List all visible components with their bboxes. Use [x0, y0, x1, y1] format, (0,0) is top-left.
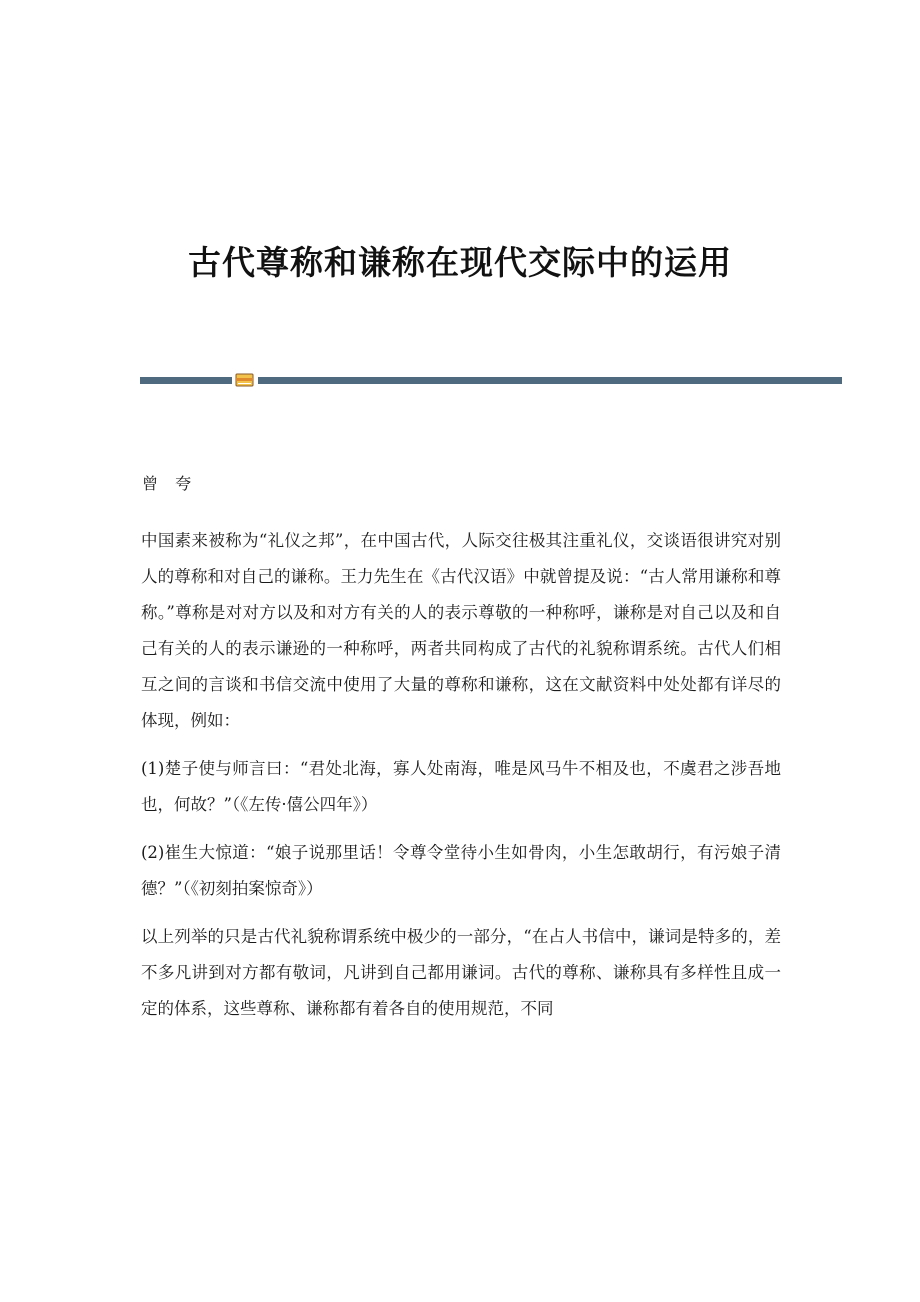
article-body	[141, 523, 781, 1039]
divider-bar-right	[258, 377, 842, 384]
divider-bar-left	[140, 377, 232, 384]
author-name: 曾 夸	[142, 474, 198, 493]
folded-paper-icon	[235, 373, 254, 387]
paragraph-example-1: (1)楚子使与师言曰：“君处北海，寡人处南海，唯是风马牛不相及也，不虞君之涉吾地也，何故？”（《左传·僖公四年》）	[141, 759, 781, 814]
paragraph-example-2: (2)崔生大惊道：“娘子说那里话！令尊令堂待小生如骨肉，小生怎敢胡行，有污娘子清德？”（《初刻拍案惊奇》）	[141, 843, 781, 898]
document-title: 古代尊称和谦称在现代交际中的运用	[188, 243, 732, 283]
paragraph-continuation: 以上列举的只是古代礼貌称谓系统中极少的一部分，“在占人书信中，谦词是特多的，差不多凡讲到对方都有敬词，凡讲到自己都用谦词。古代的尊称、谦称具有多样性且成一定的体系，这些尊称、谦称都有着各自的使用规范，不同	[141, 927, 781, 1018]
title-divider	[140, 373, 842, 387]
paragraph-intro: 中国素来被称为“礼仪之邦”，在中国古代，人际交往极其注重礼仪，交谈语很讲究对别人的尊称和对自己的谦称。王力先生在《古代汉语》中就曾提及说：“古人常用谦称和尊称。”尊称是对对方以及和对方有关的人的表示尊敬的一种称呼，谦称是对自己以及和自己有关的人的表示谦逊的一种称呼，两者共同构成了古代的礼貌称谓系统。古代人们相互之间的言谈和书信交流中使用了大量的尊称和谦称，这在文献资料中处处都有详尽的体现，例如：	[141, 531, 781, 730]
